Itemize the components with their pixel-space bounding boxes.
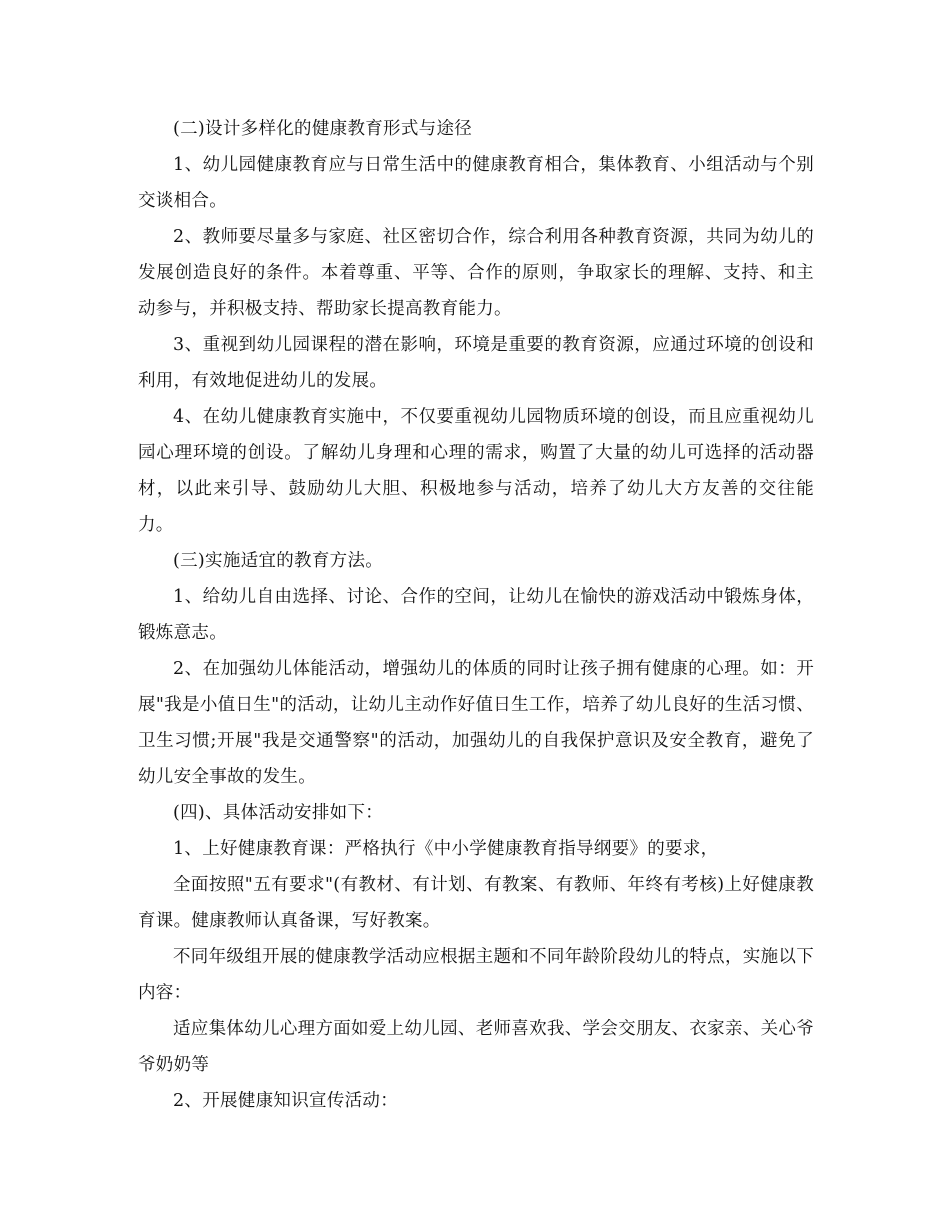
paragraph: 1、给幼儿自由选择、讨论、合作的空间，让幼儿在愉快的游戏活动中锻炼身体，锻炼意志。 xyxy=(138,587,814,643)
paragraph: 全面按照"五有要求"(有教材、有计划、有教案、有教师、年终有考核)上好健康教育课。健康教师认真备课，写好教案。 xyxy=(138,875,814,931)
paragraph: 2、在加强幼儿体能活动，增强幼儿的体质的同时让孩子拥有健康的心理。如：开展"我是小值日生"的活动，让幼儿主动作好值日生工作，培养了幼儿良好的生活习惯、卫生习惯;开展"我是交通警察"的活动，加强幼儿的自我保护意识及安全教育，避免了幼儿安全事故的发生。 xyxy=(138,659,814,787)
section-heading-3: (三)实施适宜的教育方法。 xyxy=(173,551,384,571)
paragraph: 2、开展健康知识宣传活动： xyxy=(173,1091,399,1111)
paragraph: 2、教师要尽量多与家庭、社区密切合作，综合利用各种教育资源，共同为幼儿的发展创造良好的条件。本着尊重、平等、合作的原则，争取家长的理解、支持、和主动参与，并积极支持、帮助家长提高教育能力。 xyxy=(138,227,814,319)
document-body xyxy=(138,111,814,1119)
section-heading-2: (二)设计多样化的健康教育形式与途径 xyxy=(173,119,473,139)
section-heading-4: (四)、具体活动安排如下： xyxy=(173,803,384,823)
paragraph: 4、在幼儿健康教育实施中，不仅要重视幼儿园物质环境的创设，而且应重视幼儿园心理环境的创设。了解幼儿身理和心理的需求，购置了大量的幼儿可选择的活动器材，以此来引导、鼓励幼儿大胆、积极地参与活动，培养了幼儿大方友善的交往能力。 xyxy=(138,407,814,535)
paragraph: 不同年级组开展的健康教学活动应根据主题和不同年龄阶段幼儿的特点，实施以下内容： xyxy=(138,947,814,1003)
paragraph: 适应集体幼儿心理方面如爱上幼儿园、老师喜欢我、学会交朋友、衣家亲、关心爷爷奶奶等 xyxy=(138,1019,814,1075)
paragraph: 3、重视到幼儿园课程的潜在影响，环境是重要的教育资源，应通过环境的创设和利用，有效地促进幼儿的发展。 xyxy=(138,335,814,391)
paragraph: 1、上好健康教育课：严格执行《中小学健康教育指导纲要》的要求， xyxy=(173,839,719,859)
paragraph: 1、幼儿园健康教育应与日常生活中的健康教育相合，集体教育、小组活动与个别交谈相合。 xyxy=(138,155,814,211)
